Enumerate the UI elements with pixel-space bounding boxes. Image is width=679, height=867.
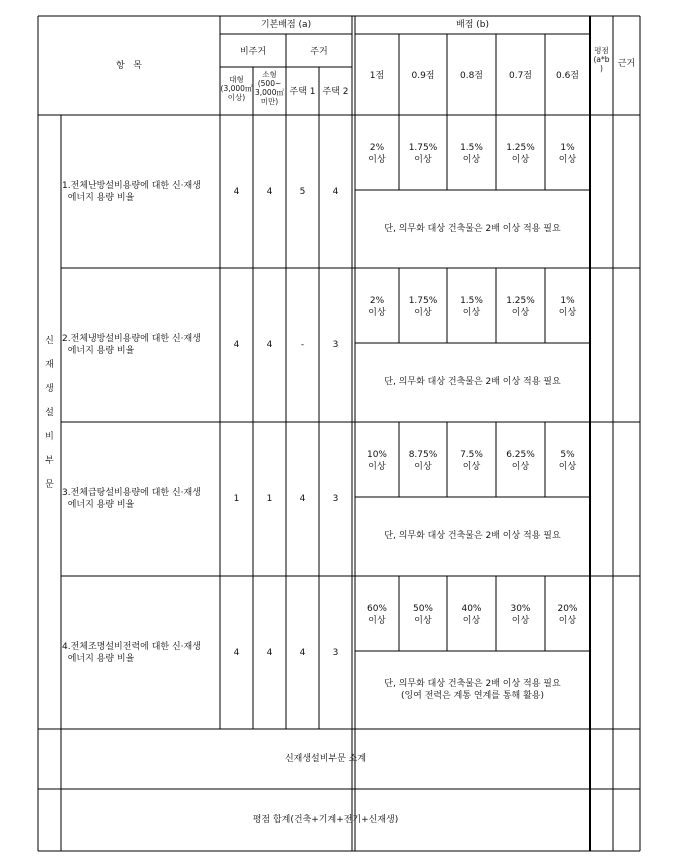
header-point-2: 0.9점 (411, 71, 435, 81)
base-score-value: 4 (233, 339, 240, 350)
header-large: 대형 (3,000㎡ 이상) (220, 75, 253, 102)
subtotal-label: 신재생설비부문 소계 (284, 754, 367, 764)
point-threshold: 40% 이상 (461, 604, 482, 626)
base-score-value: 4 (299, 493, 306, 504)
base-score-value: 3 (332, 647, 339, 658)
row-item-name: 2.전체냉방설비용량에 대한 신·재생 에너지 용량 비율 (62, 333, 201, 356)
base-score-value: 4 (266, 339, 273, 350)
base-score-value: 1 (233, 493, 240, 504)
row-item-name: 1.전체난방설비용량에 대한 신·재생 에너지 용량 비율 (62, 180, 201, 203)
point-threshold: 50% 이상 (412, 604, 433, 626)
header-point-4: 0.7점 (508, 71, 532, 81)
header-small: 소형 (500~ 3,000㎡ 미만) (255, 70, 284, 106)
row-item-name: 3.전체급탕설비용량에 대한 신·재생 에너지 용량 비율 (62, 487, 201, 510)
point-threshold: 1.5% 이상 (460, 143, 483, 165)
row-note: 단, 의무화 대상 건축물은 2배 이상 적용 필요 (384, 531, 561, 541)
header-base-score: 기본배점 (a) (260, 20, 312, 30)
base-score-value: 1 (266, 493, 273, 504)
header-residential: 주거 (310, 47, 328, 57)
point-threshold: 5% 이상 (558, 450, 577, 472)
point-threshold: 7.5% 이상 (460, 450, 483, 472)
base-score-value: 4 (233, 186, 240, 197)
row-note: 단, 의무화 대상 건축물은 2배 이상 적용 필요 (384, 224, 561, 234)
point-threshold: 1.75% 이상 (408, 296, 438, 318)
base-score-value: 4 (233, 647, 240, 658)
row-note: 단, 의무화 대상 건축물은 2배 이상 적용 필요 (384, 377, 561, 387)
point-threshold: 1% 이상 (558, 143, 577, 165)
point-threshold: 1.25% 이상 (506, 143, 535, 165)
point-threshold: 6.25% 이상 (506, 450, 535, 472)
header-basis: 근거 (617, 59, 636, 69)
base-score-value: 4 (299, 647, 306, 658)
header-points: 배점 (b) (456, 20, 489, 30)
total-label: 평점 합계(건축+기계+전기+신재생) (252, 815, 399, 825)
base-score-value: 4 (332, 186, 339, 197)
point-threshold: 1.75% 이상 (408, 143, 438, 165)
header-point-5: 0.6점 (555, 71, 579, 81)
header-non-residential: 비주거 (239, 47, 267, 57)
header-point-1: 1점 (369, 71, 385, 81)
point-threshold: 2% 이상 (368, 296, 386, 318)
base-score-value: 3 (332, 493, 339, 504)
base-score-value: 4 (266, 186, 273, 197)
base-score-value: 3 (332, 339, 339, 350)
point-threshold: 8.75% 이상 (408, 450, 438, 472)
point-threshold: 2% 이상 (368, 143, 386, 165)
point-threshold: 1.5% 이상 (460, 296, 483, 318)
row-item-name: 4.전체조명설비전력에 대한 신·재생 에너지 용량 비율 (62, 641, 201, 664)
point-threshold: 1% 이상 (558, 296, 577, 318)
header-house2: 주택 2 (322, 87, 349, 97)
section-label: 신 재 생 설 비 부 문 (45, 336, 54, 490)
base-score-value: 5 (299, 186, 306, 197)
header-house1: 주택 1 (289, 87, 316, 97)
header-point-3: 0.8점 (459, 71, 483, 81)
base-score-value: - (300, 339, 305, 350)
point-threshold: 1.25% 이상 (506, 296, 535, 318)
point-threshold: 10% 이상 (366, 450, 387, 472)
point-threshold: 20% 이상 (557, 604, 578, 626)
header-rating: 평점 (a*b ) (593, 46, 610, 73)
row-note: 단, 의무화 대상 건축물은 2배 이상 적용 필요 (잉여 전력은 계통 연계를 통해 활용) (384, 679, 561, 701)
point-threshold: 60% 이상 (366, 604, 387, 626)
header-item: 항 목 (116, 61, 142, 71)
point-threshold: 30% 이상 (510, 604, 531, 626)
base-score-value: 4 (266, 647, 273, 658)
